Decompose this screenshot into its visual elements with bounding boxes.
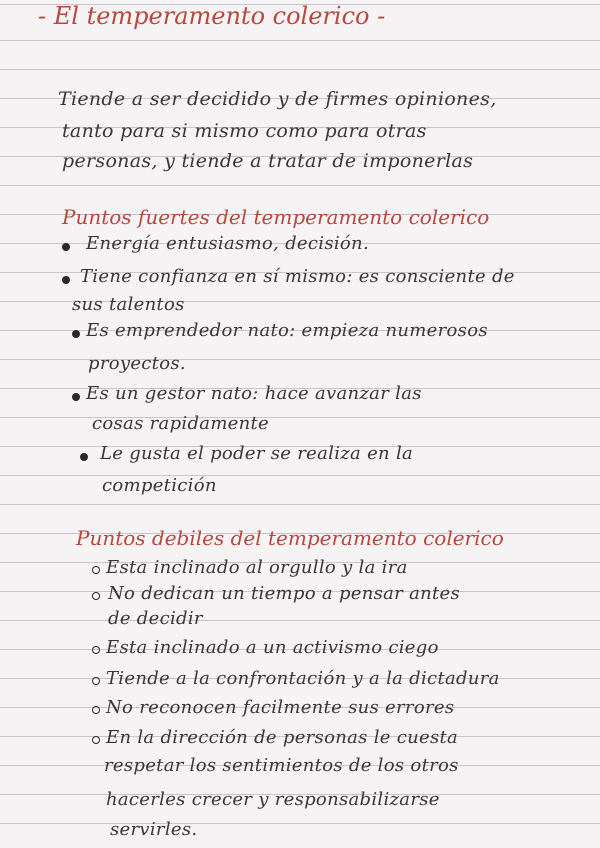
bullet-ring-icon bbox=[92, 706, 100, 714]
intro-line-2: tanto para si mismo como para otras bbox=[62, 120, 427, 142]
strength-line: Energía entusiasmo, decisión. bbox=[86, 233, 369, 254]
weakness-line: respetar los sentimientos de los otros bbox=[104, 755, 459, 776]
page-title: - El temperamento colerico - bbox=[38, 2, 386, 30]
weakness-line: No dedican un tiempo a pensar antes bbox=[108, 583, 461, 604]
weakness-line: Esta inclinado al orgullo y la ira bbox=[106, 557, 408, 578]
strength-line: Es emprendedor nato: empieza numerosos bbox=[86, 320, 488, 341]
strength-line: Le gusta el poder se realiza en la bbox=[100, 443, 414, 464]
strength-line: sus talentos bbox=[72, 294, 185, 315]
bullet-dot-icon bbox=[62, 276, 70, 284]
bullet-ring-icon bbox=[92, 677, 100, 685]
intro-line-3: personas, y tiende a tratar de imponerlas bbox=[62, 150, 474, 172]
bullet-ring-icon bbox=[92, 646, 100, 654]
strengths-heading: Puntos fuertes del temperamento colerico bbox=[62, 205, 490, 229]
bullet-dot-icon bbox=[72, 330, 80, 338]
strength-line: proyectos. bbox=[88, 353, 186, 374]
weakness-line: No reconocen facilmente sus errores bbox=[106, 697, 455, 718]
weakness-line: En la dirección de personas le cuesta bbox=[106, 727, 459, 748]
weakness-line: de decidir bbox=[108, 608, 203, 629]
strength-line: competición bbox=[102, 475, 217, 496]
bullet-dot-icon bbox=[62, 243, 70, 251]
strength-line: Tiene confianza en sí mismo: es consciente de bbox=[80, 266, 515, 287]
intro-line-1: Tiende a ser decidido y de firmes opiniones, bbox=[58, 88, 497, 110]
weakness-line: servirles. bbox=[110, 819, 198, 840]
bullet-ring-icon bbox=[92, 566, 100, 574]
bullet-ring-icon bbox=[92, 736, 100, 744]
strength-line: Es un gestor nato: hace avanzar las bbox=[86, 383, 422, 404]
weaknesses-heading: Puntos debiles del temperamento colerico bbox=[76, 526, 504, 550]
bullet-dot-icon bbox=[80, 453, 88, 461]
bullet-ring-icon bbox=[92, 592, 100, 600]
weakness-line: Tiende a la confrontación y a la dictadura bbox=[106, 668, 500, 689]
bullet-dot-icon bbox=[72, 393, 80, 401]
weakness-line: hacerles crecer y responsabilizarse bbox=[106, 789, 440, 810]
weakness-line: Esta inclinado a un activismo ciego bbox=[106, 637, 439, 658]
strength-line: cosas rapidamente bbox=[92, 413, 270, 434]
